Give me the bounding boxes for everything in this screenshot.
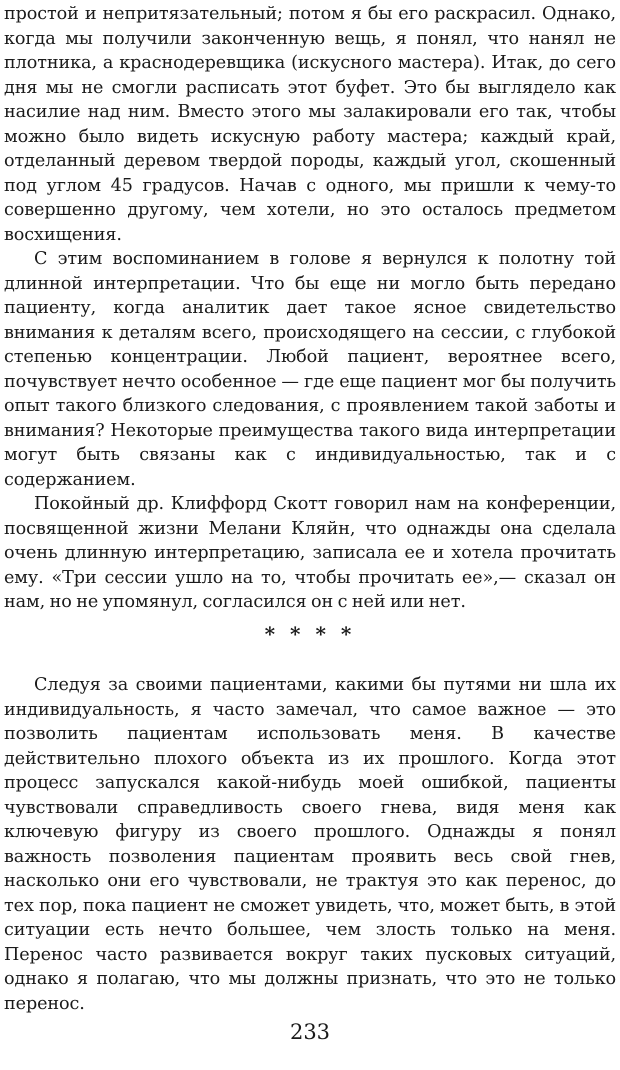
paragraph-continued: простой и непритязательный; потом я бы его раскрасил. Однако, когда мы получили законченную вещь, я понял, что нанял не плотника, а краснодеревщика (искусного мастера). Итак, до сего дня мы не смогли расписать этот буфет. Это бы выглядело как насилие над ним. Вместо этого мы залакировали его так, чтобы можно было видеть искусную работу мастера; каждый край, отделанный деревом твердой породы, каждый угол, скошенный под углом 45 градусов. Начав с одного, мы пришли к чему-то совершенно другому, чем хотели, но это осталось предметом восхищения.	[4, 4, 616, 245]
paragraph: Покойный др. Клиффорд Скотт говорил нам на конференции, посвященной жизни Мелани Кляйн, что однажды она сделала очень длинную интерпретацию, записала ее и хотела прочитать ему. «Три сессии ушло на то, чтобы прочитать ее»,— сказал он нам, но не упомянул, согласился он с ней или нет.	[4, 494, 616, 612]
paragraph: С этим воспоминанием в голове я вернулся к полотну той длинной интерпретации. Что бы еще ни могло быть передано пациенту, когда аналитик дает такое ясное свидетельство внимания к деталям всего, происходящего на сессии, с глубокой степенью концентрации. Любой пациент, вероятнее всего, почувствует нечто особенное — где еще пациент мог бы получить опыт такого близкого следования, с проявлением такой заботы и внимания? Некоторые преимущества такого вида интерпретации могут быть связаны как с индивидуальностью, так и с содержанием.	[4, 249, 616, 490]
section-2-text	[4, 673, 616, 1016]
section-1-text	[4, 2, 616, 615]
paragraph: Следуя за своими пациентами, какими бы путями ни шла их индивидуальность, я часто замечал, что самое важное — это позволить пациентам использовать меня. В качестве действительно плохого объекта из их прошлого. Когда этот процесс запускался какой-нибудь моей ошибкой, пациенты чувствовали справедливость своего гнева, видя меня как ключевую фигуру из своего прошлого. Однажды я понял важность позволения пациентам проявить весь свой гнев, насколько они его чувствовали, не трактуя это как перенос, до тех пор, пока пациент не сможет увидеть, что, может быть, в этой ситуации есть нечто большее, чем злость только на меня. Перенос часто развивается вокруг таких пусковых ситуаций, однако я полагаю, что мы должны признать, что это не только перенос.	[4, 675, 616, 1014]
section-separator: * * * *	[264, 622, 356, 646]
page-number: 233	[289, 1020, 331, 1044]
